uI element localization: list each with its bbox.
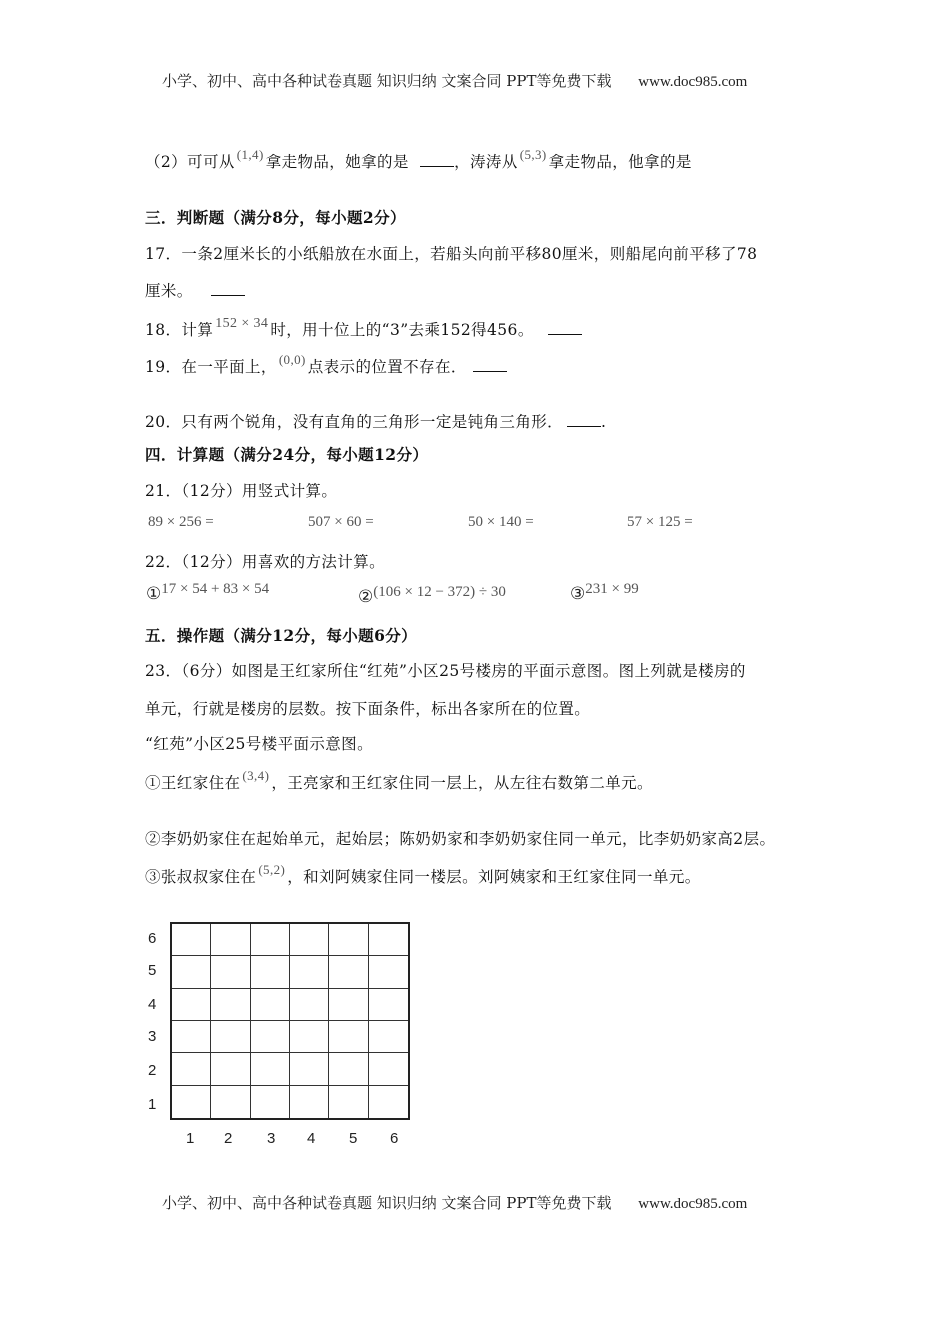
grid-cell[interactable]	[369, 924, 408, 956]
q22-expr-2: (106 × 12 − 372) ÷ 30	[373, 584, 506, 600]
q18-text-2: 时，用十位上的“3”去乘152得456。	[270, 321, 534, 339]
q16-text-1: （2）可可从	[145, 153, 235, 171]
section-4-title: 四．计算题（满分24分，每小题12分）	[145, 445, 429, 464]
q16-coord-1: (1,4)	[236, 147, 264, 162]
grid-cell[interactable]	[251, 1021, 290, 1053]
grid-cell[interactable]	[251, 956, 290, 988]
q19-coord: (0,0)	[278, 352, 306, 367]
grid-cell[interactable]	[290, 956, 329, 988]
grid-col-label: 5	[349, 1130, 358, 1147]
q18-text-1: 18．计算	[145, 321, 214, 339]
q23-condition-2: ②李奶奶家住在起始单元，起始层；陈奶奶家和李奶奶家住同一单元，比李奶奶家高2层。	[145, 830, 776, 848]
grid-cell[interactable]	[369, 1021, 408, 1053]
grid-cell[interactable]	[369, 989, 408, 1021]
grid-row-label: 6	[148, 930, 157, 947]
q17-line-1: 17．一条2厘米长的小纸船放在水面上，若船头向前平移80厘米，则船尾向前平移了78	[145, 245, 758, 263]
q21-item-1: 89 × 256 =	[148, 514, 214, 530]
q20-end: .	[601, 413, 607, 431]
q22-item-1	[146, 581, 270, 604]
q23-c1-coord: (3,4)	[242, 768, 270, 783]
grid-cell[interactable]	[211, 1053, 250, 1085]
q20-text: 20．只有两个锐角，没有直角的三角形一定是钝角三角形．	[145, 413, 564, 431]
building-grid	[170, 922, 410, 1120]
answer-blank[interactable]	[548, 320, 582, 335]
grid-cell[interactable]	[329, 989, 368, 1021]
answer-blank[interactable]	[473, 357, 507, 372]
q22-item-2	[358, 584, 506, 607]
grid-cell[interactable]	[251, 1086, 290, 1118]
question-17-cont	[145, 279, 245, 301]
grid-cell[interactable]	[251, 1053, 290, 1085]
grid-row-label: 2	[148, 1062, 157, 1079]
footer-url[interactable]: www.doc985.com	[638, 1196, 748, 1212]
grid-cell[interactable]	[211, 956, 250, 988]
grid-cell[interactable]	[172, 989, 211, 1021]
header-url[interactable]: www.doc985.com	[638, 74, 748, 90]
q22-item-3	[570, 581, 639, 604]
q22-expr-1: 17 × 54 + 83 × 54	[161, 581, 270, 597]
grid-cell[interactable]	[211, 1021, 250, 1053]
q23-line-1: 23．（6分）如图是王红家所住“红苑”小区25号楼房的平面示意图。图上列就是楼房的	[145, 662, 746, 680]
q16-text-3: ，涛涛从	[454, 153, 518, 171]
q16-coord-2: (5,3)	[519, 147, 547, 162]
q23-line-2: 单元，行就是楼房的层数。按下面条件，标出各家所在的位置。	[145, 700, 591, 718]
question-18	[145, 318, 582, 340]
section-3-title: 三．判断题（满分8分，每小题2分）	[145, 208, 406, 227]
section-5-title: 五．操作题（满分12分，每小题6分）	[145, 626, 418, 645]
grid-col-label: 4	[307, 1130, 316, 1147]
answer-blank[interactable]	[567, 412, 601, 427]
grid-cell[interactable]	[329, 1086, 368, 1118]
grid-cell[interactable]	[172, 956, 211, 988]
q16-text-4: 拿走物品，他拿的是	[548, 153, 692, 171]
grid-cell[interactable]	[211, 924, 250, 956]
q22-expr-3: 231 × 99	[585, 581, 639, 597]
page-footer	[162, 1192, 747, 1213]
grid-cell[interactable]	[329, 1053, 368, 1085]
question-17	[145, 242, 757, 264]
q23-c1-text-2: ，王亮家和王红家住同一层上，从左往右数第二单元。	[271, 774, 653, 792]
grid-col-label: 3	[267, 1130, 276, 1147]
grid-cell[interactable]	[290, 1086, 329, 1118]
grid-cell[interactable]	[290, 1053, 329, 1085]
q23-condition-3	[145, 862, 701, 887]
grid-cell[interactable]	[172, 1086, 211, 1118]
q18-expression: 152 × 34	[215, 316, 269, 331]
grid-cell[interactable]	[251, 924, 290, 956]
q17-line-2: 厘米。	[145, 282, 193, 300]
grid-cell[interactable]	[172, 1021, 211, 1053]
q19-text-2: 点表示的位置不存在．	[307, 358, 467, 376]
q22-mark-1: ①	[146, 584, 162, 604]
grid-cell[interactable]	[329, 1021, 368, 1053]
grid-row-label: 3	[148, 1028, 157, 1045]
grid-cell[interactable]	[329, 924, 368, 956]
grid-cell[interactable]	[290, 1021, 329, 1053]
grid-cell[interactable]	[172, 1053, 211, 1085]
header-text: 小学、初中、高中各种试卷真题 知识归纳 文案合同 PPT等免费下载	[162, 72, 612, 90]
q21-item-4: 57 × 125 =	[627, 514, 693, 530]
q21-item-3: 50 × 140 =	[468, 514, 534, 530]
page-header	[162, 70, 747, 91]
grid-col-label: 6	[390, 1130, 399, 1147]
q22-mark-2: ②	[358, 587, 374, 607]
grid-col-label: 1	[186, 1130, 195, 1147]
grid-cell[interactable]	[172, 924, 211, 956]
q21-item-2: 507 × 60 =	[308, 514, 374, 530]
grid-cell[interactable]	[329, 956, 368, 988]
grid-cell[interactable]	[211, 989, 250, 1021]
q23-condition-1	[145, 768, 653, 793]
grid-cell[interactable]	[290, 924, 329, 956]
answer-blank[interactable]	[420, 152, 454, 167]
q16-text-2: 拿走物品，她拿的是	[265, 153, 409, 171]
grid-cell[interactable]	[251, 989, 290, 1021]
grid-cell[interactable]	[211, 1086, 250, 1118]
q23-c3-text-1: ③张叔叔家住在	[145, 868, 257, 886]
answer-blank[interactable]	[211, 281, 245, 296]
grid-row-label: 5	[148, 962, 157, 979]
question-21: 21．（12分）用竖式计算。	[145, 482, 338, 500]
grid-cell[interactable]	[290, 989, 329, 1021]
question-20	[145, 410, 606, 432]
q22-mark-3: ③	[570, 584, 586, 604]
grid-cell[interactable]	[369, 956, 408, 988]
footer-text: 小学、初中、高中各种试卷真题 知识归纳 文案合同 PPT等免费下载	[162, 1194, 612, 1212]
q23-c3-text-2: ，和刘阿姨家住同一楼层。刘阿姨家和王红家住同一单元。	[287, 868, 701, 886]
grid-cell[interactable]	[369, 1086, 408, 1118]
grid-cell[interactable]	[369, 1053, 408, 1085]
grid-row-label: 4	[148, 996, 157, 1013]
q23-c3-coord: (5,2)	[258, 862, 286, 877]
q23-c1-text-1: ①王红家住在	[145, 774, 241, 792]
q19-text-1: 19．在一平面上，	[145, 358, 277, 376]
question-22: 22．（12分）用喜欢的方法计算。	[145, 553, 385, 571]
q23-line-3: “红苑”小区25号楼平面示意图。	[145, 735, 373, 753]
question-16-part-2	[145, 147, 692, 172]
grid-col-label: 2	[224, 1130, 233, 1147]
grid-row-label: 1	[148, 1096, 157, 1113]
question-19	[145, 352, 507, 377]
